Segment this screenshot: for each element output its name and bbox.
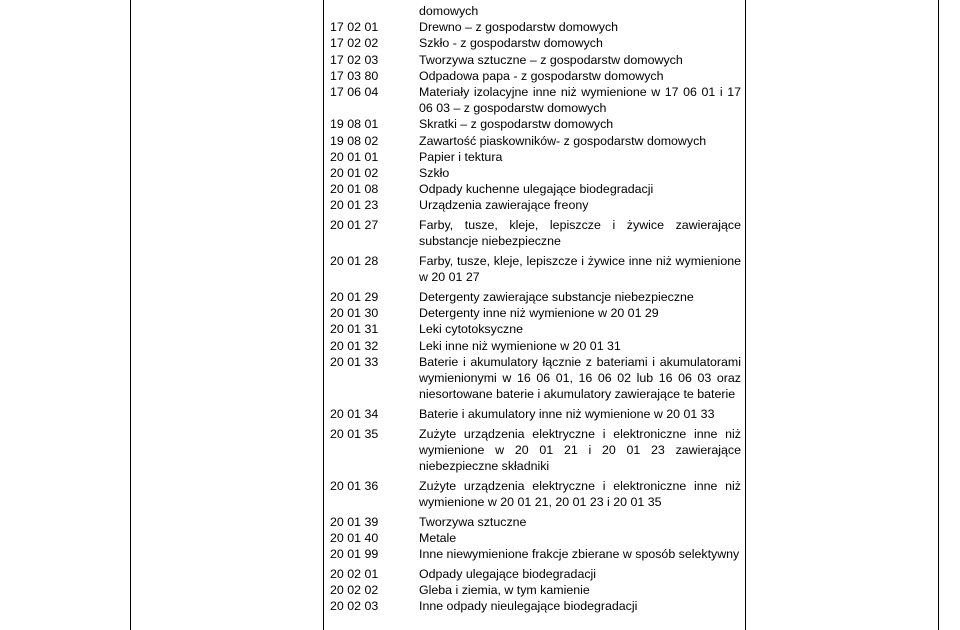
table-row: [330, 354, 741, 406]
waste-description: Zawartość piaskowników- z gospodarstw domowych: [419, 133, 707, 148]
waste-description: Gleba i ziemia, w tym kamienie: [419, 582, 590, 597]
waste-code: 20 01 28: [330, 254, 379, 269]
waste-code: 20 01 23: [330, 198, 379, 213]
waste-code: 20 01 30: [330, 306, 379, 321]
waste-description: Detergenty inne niż wymienione w 20 01 29: [419, 306, 659, 321]
waste-code: 20 01 34: [330, 406, 379, 421]
waste-code: 20 01 31: [330, 322, 379, 337]
waste-code: 20 01 32: [330, 338, 379, 353]
table-row: [330, 598, 741, 614]
waste-description: Zużyte urządzenia elektryczne i elektroniczne inne niż wymienione w 20 01 21 i 20 01 23 zawierające niebezpieczne składniki: [419, 426, 741, 473]
table-row: [330, 530, 741, 546]
waste-description: domowych: [419, 4, 479, 18]
waste-description: Tworzywa sztuczne – z gospodarstw domowych: [419, 52, 683, 67]
table-row: [330, 35, 741, 51]
table-row: [330, 217, 741, 253]
table-row: [330, 84, 741, 116]
table-row: [330, 406, 741, 426]
table-row: [330, 582, 741, 598]
table-row: [330, 52, 741, 68]
waste-code: 20 01 02: [330, 166, 379, 181]
table-row: [330, 149, 741, 165]
waste-code: 20 01 99: [330, 547, 379, 561]
table-row: [330, 478, 741, 514]
waste-code: 20 01 33: [330, 354, 379, 369]
waste-code: 19 08 01: [330, 117, 379, 132]
waste-description: Farby, tusze, kleje, lepiszcze i żywice zawierające substancje niebezpieczne: [419, 218, 741, 249]
waste-description: Farby, tusze, kleje, lepiszcze i żywice inne niż wymienione w 20 01 27: [419, 254, 741, 285]
table-border-left-inner: [323, 0, 324, 630]
waste-description: Tworzywa sztuczne: [419, 514, 527, 529]
waste-code: 20 01 29: [330, 289, 379, 304]
waste-description: Skratki – z gospodarstw domowych: [419, 117, 614, 132]
table-row: [330, 253, 741, 289]
table-row: [330, 116, 741, 132]
waste-code: 17 02 01: [330, 20, 379, 35]
table-row: [330, 426, 741, 478]
waste-code: 20 01 36: [330, 478, 379, 493]
waste-code: 20 01 35: [330, 426, 379, 441]
waste-code: 17 03 80: [330, 68, 379, 83]
table-border-left-outer: [130, 0, 131, 630]
waste-description: Papier i tektura: [419, 149, 503, 164]
table-row: [330, 514, 741, 530]
table-row: [330, 321, 741, 337]
table-row: [330, 305, 741, 321]
waste-code: 20 01 39: [330, 514, 379, 529]
waste-description: Szkło: [419, 166, 450, 181]
table-row: [330, 546, 741, 566]
table-row: [330, 338, 741, 354]
waste-description: Inne odpady nieulegające biodegradacji: [419, 599, 638, 614]
waste-description: Odpady kuchenne ulegające biodegradacji: [419, 182, 654, 197]
waste-description: Leki cytotoksyczne: [419, 322, 523, 337]
table-row: [330, 165, 741, 181]
waste-code: 20 01 40: [330, 530, 379, 545]
waste-code: 20 02 02: [330, 582, 379, 597]
waste-description: Detergenty zawierające substancje niebezpieczne: [419, 289, 694, 304]
waste-description: Urządzenia zawierające freony: [419, 198, 589, 213]
waste-description: Drewno – z gospodarstw domowych: [419, 20, 619, 35]
waste-code: 20 02 01: [330, 566, 379, 581]
waste-code: 17 06 04: [330, 85, 379, 100]
waste-code: 19 08 02: [330, 133, 379, 148]
waste-description: Baterie i akumulatory łącznie z bateriami i akumulatorami wymienionymi w 16 06 01, 16 06 02 lub 16 06 03 oraz niesortowane baterie i akumulatory zawierające te baterie: [419, 354, 741, 402]
table-row: [330, 19, 741, 35]
waste-description: Zużyte urządzenia elektryczne i elektroniczne inne niż wymienione w 20 01 21, 20 01 23 i 20 01 35: [419, 478, 741, 509]
table-row: [330, 197, 741, 217]
waste-description: Baterie i akumulatory inne niż wymienione w 20 01 33: [419, 406, 715, 421]
waste-codes-table: [330, 3, 741, 614]
table-row: [330, 68, 741, 84]
waste-description: Inne niewymienione frakcje zbierane w sposób selektywny: [419, 547, 740, 561]
waste-code: 20 02 03: [330, 599, 379, 614]
waste-description: Odpady ulegające biodegradacji: [419, 566, 597, 581]
waste-code: 20 01 27: [330, 218, 379, 233]
waste-description: Leki inne niż wymienione w 20 01 31: [419, 338, 621, 353]
waste-code: 20 01 01: [330, 149, 379, 164]
table-border-right-outer: [938, 0, 939, 630]
waste-description: Materiały izolacyjne inne niż wymienione w 17 06 01 i 17 06 03 – z gospodarstw domowych: [419, 85, 741, 116]
table-row: [330, 133, 741, 149]
waste-description: Metale: [419, 530, 457, 545]
table-row: [330, 181, 741, 197]
waste-code: 17 02 03: [330, 52, 379, 67]
waste-code: 20 01 08: [330, 182, 379, 197]
table-row: [330, 566, 741, 582]
table-border-right-inner: [745, 0, 746, 630]
waste-description: Szkło - z gospodarstw domowych: [419, 36, 603, 51]
waste-description: Odpadowa papa - z gospodarstw domowych: [419, 68, 664, 83]
waste-codes-body: [330, 3, 741, 614]
table-row: [330, 3, 741, 19]
waste-code: 17 02 02: [330, 36, 379, 51]
table-row: [330, 289, 741, 305]
waste-code: [330, 3, 410, 19]
